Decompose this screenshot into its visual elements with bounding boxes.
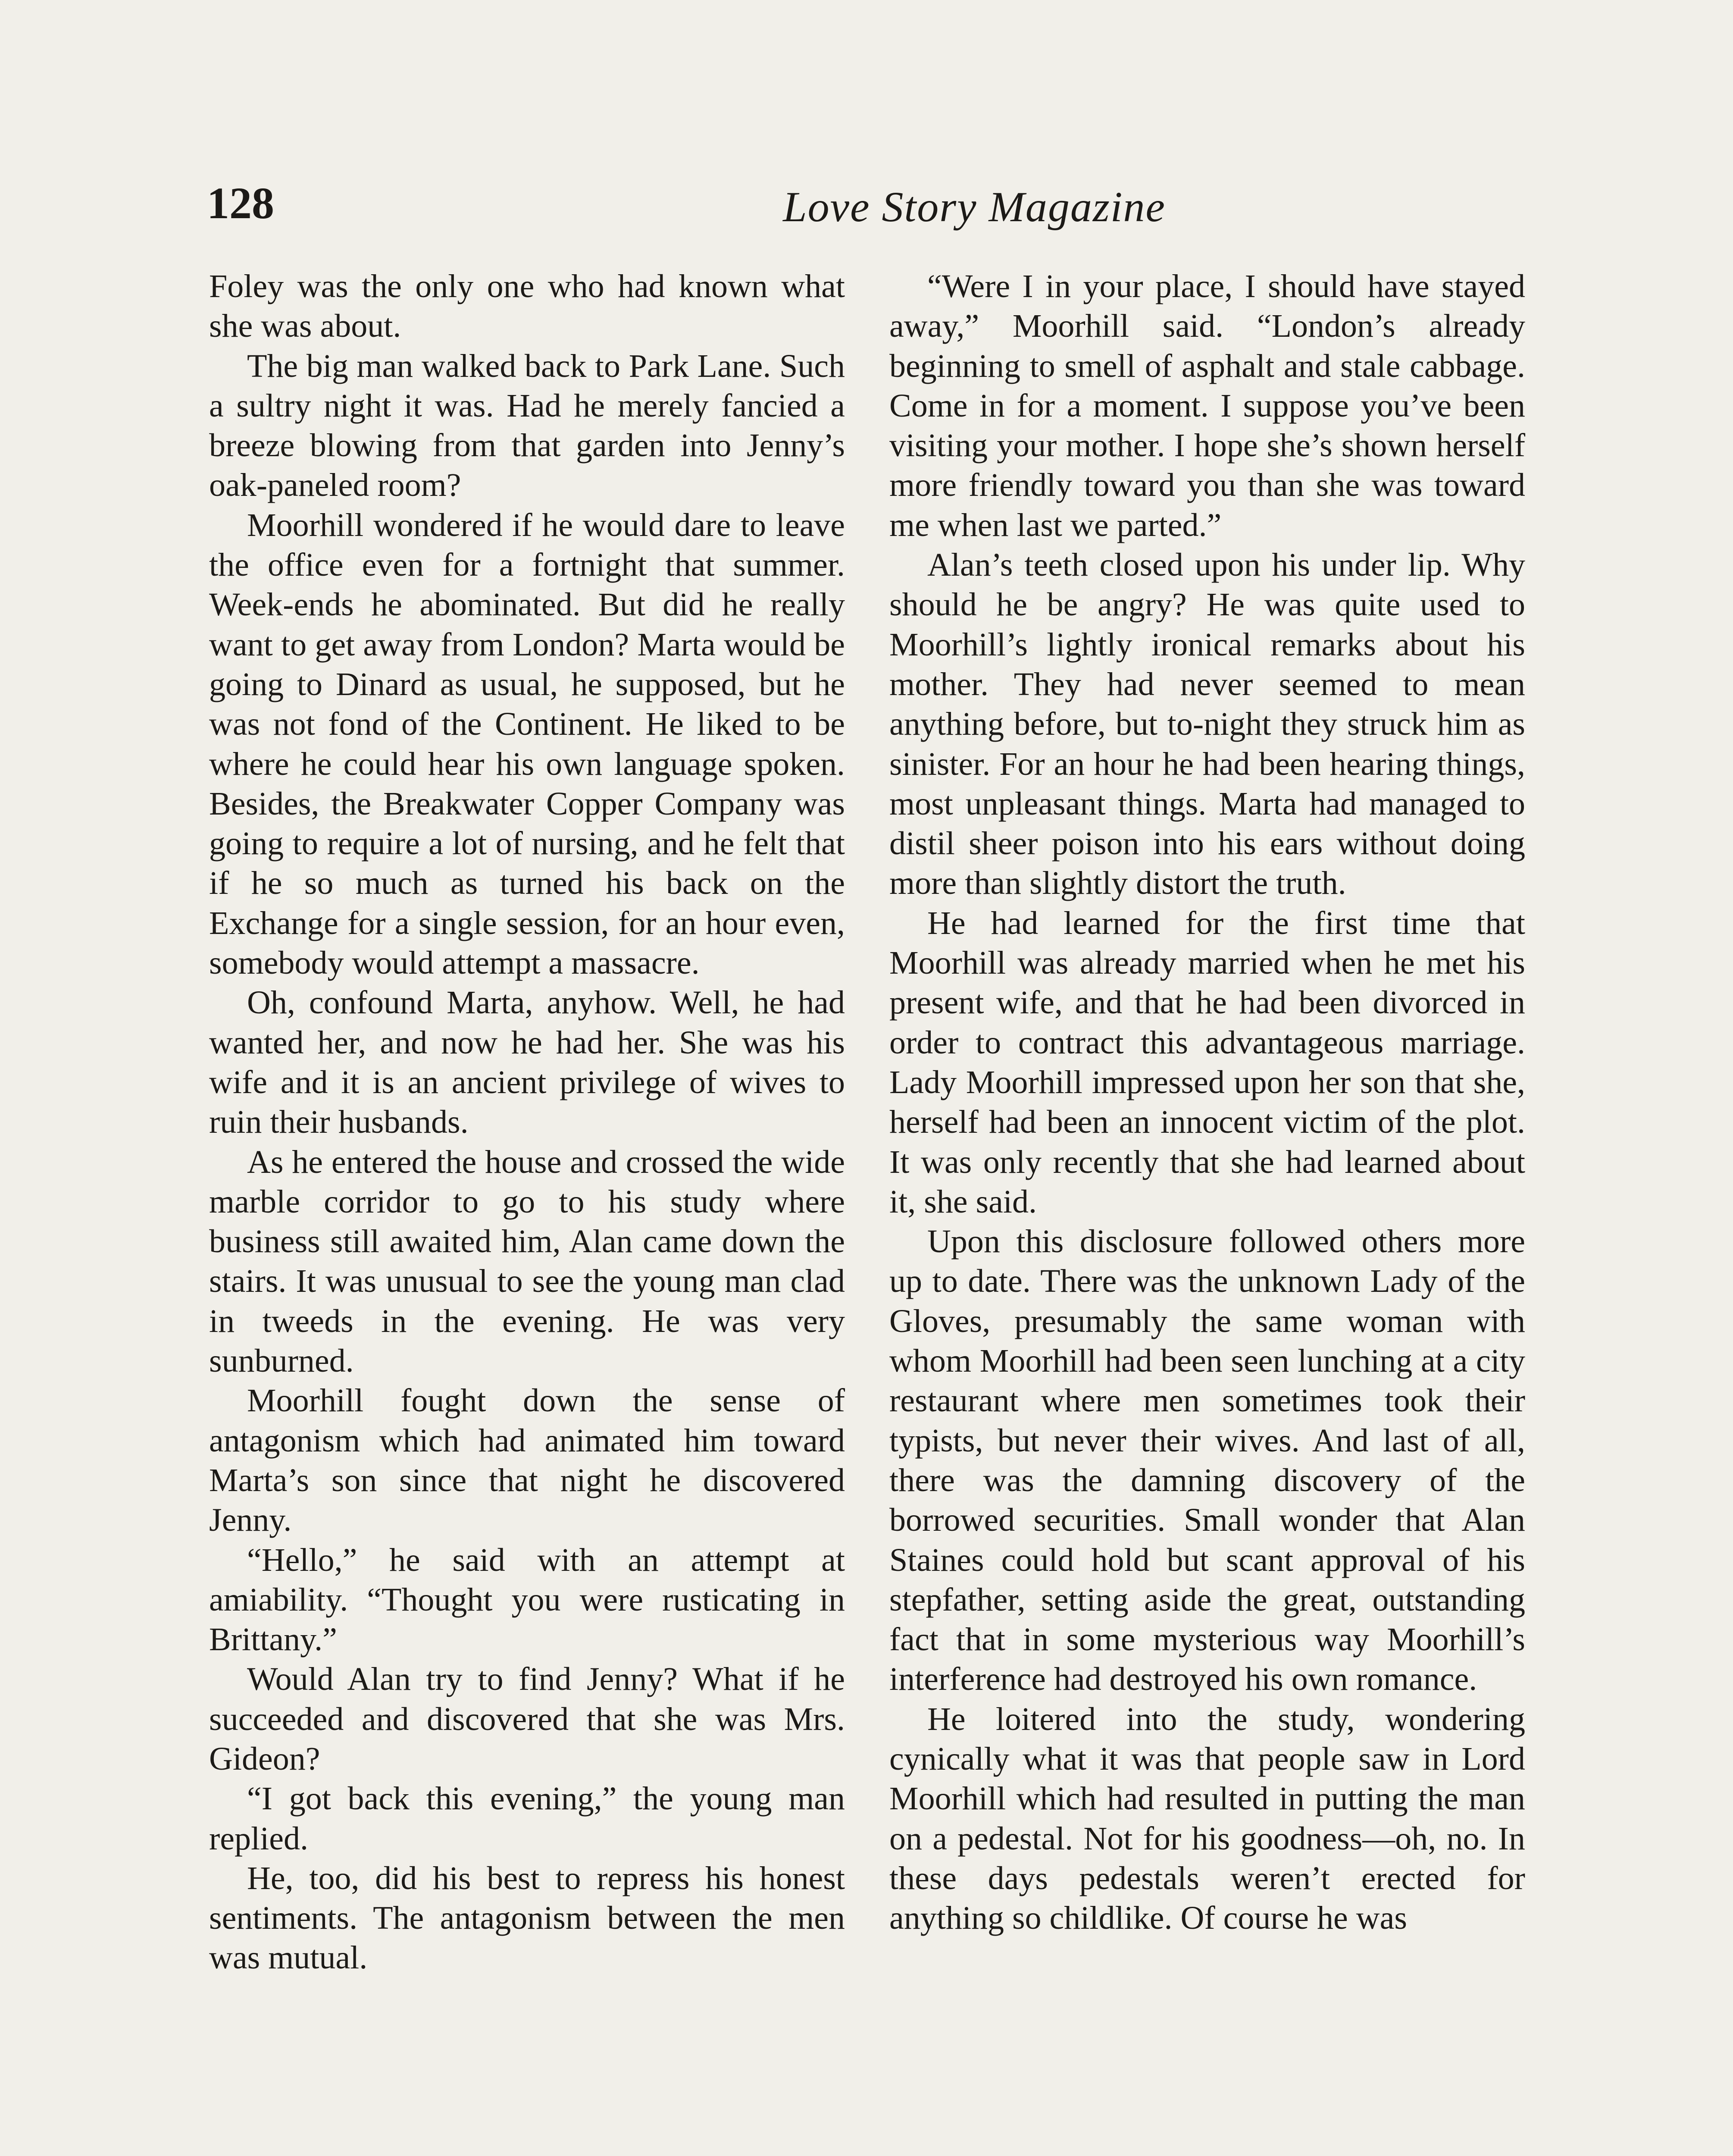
paragraph: As he entered the house and crossed the wide marble corridor to go to his study where business still awaited him, Alan came down the stairs. It was unusual to see the young man clad in tweeds in the evening. He was very sunburned.	[209, 1144, 845, 1379]
page-number: 128	[207, 179, 274, 228]
paragraph: “Hello,” he said with an attempt at amiability. “Thought you were rusticating in Brittany.”	[209, 1542, 845, 1658]
paragraph: Would Alan try to find Jenny? What if he succeeded and discovered that she was Mrs. Gideon?	[209, 1661, 845, 1777]
paragraph: Upon this disclosure followed others more up to date. There was the unknown Lady of the Gloves, presumably the same woman with whom Moorhill had been seen lunching at a city restaurant where men sometimes took their typists, but never their wives. And last of all, there was the damning discovery of the borrowed securities. Small wonder that Alan Staines could hold but scant approval of his stepfather, setting aside the great, outstanding fact that in some mysterious way Moorhill’s interference had destroyed his own romance.	[889, 1223, 1525, 1698]
paragraph: Moorhill wondered if he would dare to leave the office even for a fortnight that summer. Week-ends he abominated. But did he really want to get away from London? Marta would be going to Dinard as usual, he supposed, but he was not fond of the Continent. He liked to be where he could hear his own language spoken. Besides, the Breakwater Copper Company was going to require a lot of nursing, and he felt that if he so much as turned his back on the Exchange for a single session, for an hour even, somebody would attempt a massacre.	[209, 507, 845, 981]
paragraph: “I got back this evening,” the young man replied.	[209, 1780, 845, 1857]
right-column	[889, 266, 1525, 1938]
paragraph: He, too, did his best to repress his honest sentiments. The antagonism between the men was mutual.	[209, 1860, 845, 1976]
paragraph: Oh, confound Marta, anyhow. Well, he had wanted her, and now he had her. She was his wife and it is an ancient privilege of wives to ruin their husbands.	[209, 984, 845, 1141]
left-column	[209, 266, 845, 1978]
paragraph: Alan’s teeth closed upon his under lip. Why should he be angry? He was quite used to Moorhill’s lightly ironical remarks about his mother. They had never seemed to mean anything before, but to-night they struck him as sinister. For an hour he had been hearing things, most unpleasant things. Marta had managed to distil sheer poison into his ears without doing more than slightly distort the truth.	[889, 547, 1525, 902]
paragraph: “Were I in your place, I should have stayed away,” Moorhill said. “London’s already beginning to smell of asphalt and stale cabbage. Come in for a moment. I suppose you’ve been visiting your mother. I hope she’s shown herself more friendly toward you than she was toward me when last we parted.”	[889, 268, 1525, 543]
paragraph: The big man walked back to Park Lane. Such a sultry night it was. Had he merely fancied a breeze blowing from that garden into Jenny’s oak-paneled room?	[209, 348, 845, 504]
paragraph: Moorhill fought down the sense of antagonism which had animated him toward Marta’s son since that night he discovered Jenny.	[209, 1382, 845, 1539]
paragraph: Foley was the only one who had known what she was about.	[209, 268, 845, 345]
paragraph: He loitered into the study, wondering cynically what it was that people saw in Lord Moorhill which had resulted in putting the man on a pedestal. Not for his goodness—oh, no. In these days pedestals weren’t erected for anything so childlike. Of course he was	[889, 1701, 1525, 1937]
paragraph: He had learned for the first time that Moorhill was already married when he met his present wife, and that he had been divorced in order to contract this advantageous marriage. Lady Moorhill impressed upon her son that she, herself had been an innocent victim of the plot. It was only recently that she had learned about it, she said.	[889, 905, 1525, 1220]
running-title: Love Story Magazine	[783, 183, 1166, 231]
